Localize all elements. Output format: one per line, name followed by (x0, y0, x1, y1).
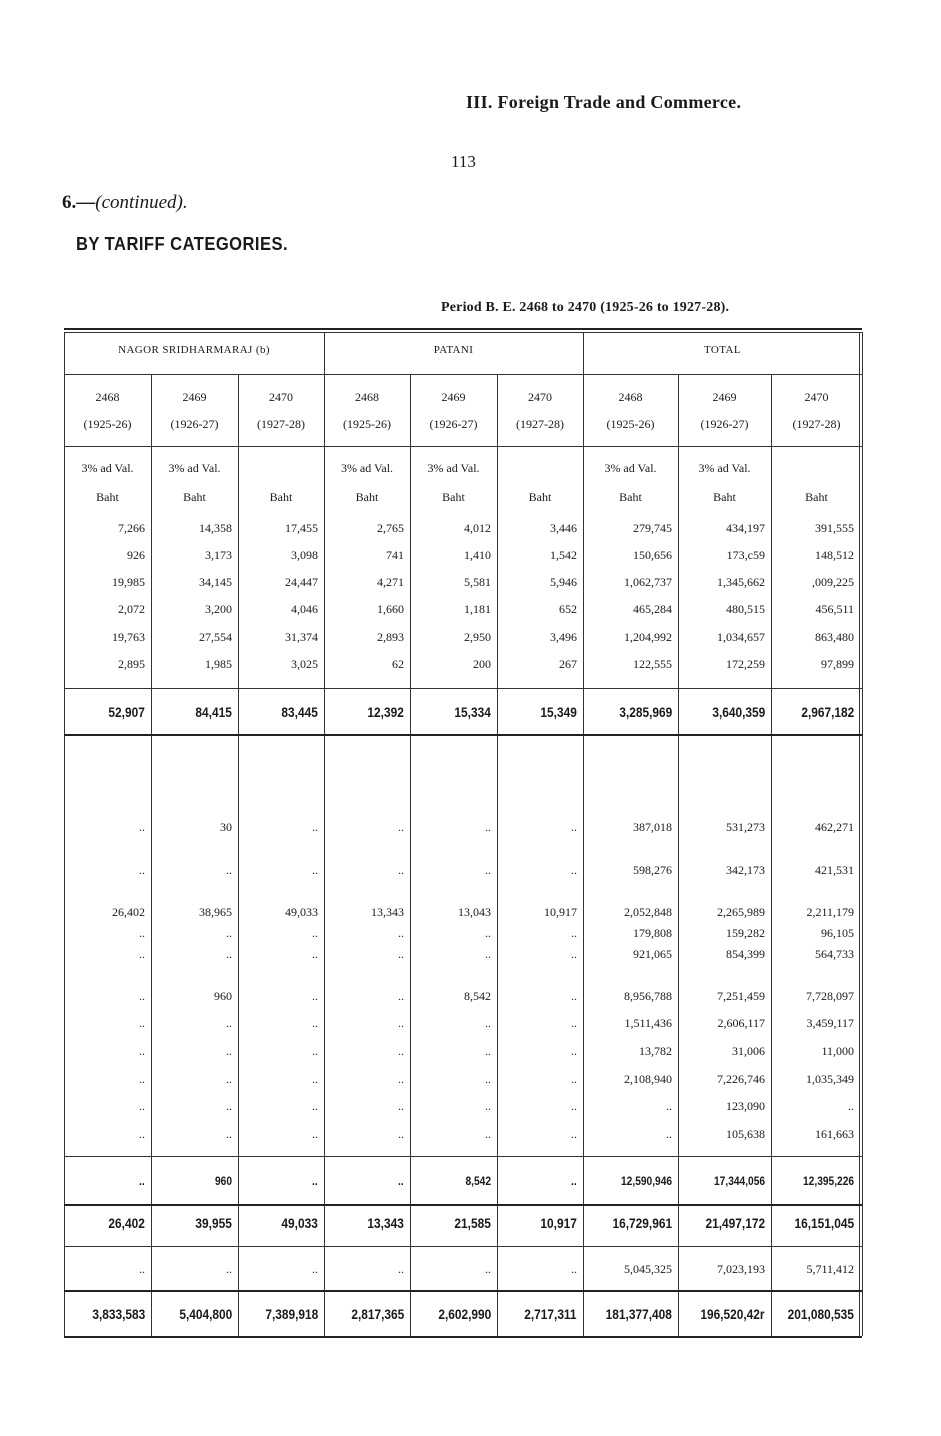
table-cell: 1,181 (464, 602, 491, 616)
table-cell: 1,511,436 (624, 1016, 672, 1030)
table-cell: ,009,225 (812, 575, 854, 589)
column-rule (497, 374, 498, 1336)
table-cell: .. (312, 989, 318, 1003)
grand-total-cell: 3,833,583 (92, 1306, 145, 1322)
table-cell: 3,459,117 (806, 1016, 854, 1030)
table-cell: 31,006 (732, 1044, 765, 1058)
column-rule (151, 374, 152, 1336)
table-cell: 1,660 (377, 602, 404, 616)
table-cell: 1,035,349 (806, 1072, 854, 1086)
table-cell: .. (571, 1099, 577, 1113)
table-cell: 854,399 (726, 947, 765, 961)
table-cell: .. (485, 947, 491, 961)
table-cell: .. (226, 926, 232, 940)
period-label: (1927-28) (257, 417, 305, 431)
column-rule (771, 374, 772, 1336)
table-rule (64, 446, 862, 447)
group-header: PATANI (433, 344, 474, 356)
table-cell: .. (571, 1072, 577, 1086)
total-cell: 26,402 (108, 1215, 145, 1231)
total-cell: 15,349 (540, 704, 577, 720)
table-cell: 7,728,097 (806, 989, 854, 1003)
year-label: 2468 (618, 390, 643, 404)
unit-label: Baht (269, 490, 293, 504)
subtotal-cell: 8,542 (465, 1174, 491, 1188)
table-cell: 279,745 (633, 521, 672, 535)
table-cell: .. (571, 989, 577, 1003)
total-cell: 39,955 (195, 1215, 232, 1231)
grand-total-cell: 5,404,800 (179, 1306, 232, 1322)
table-cell: .. (571, 1044, 577, 1058)
table-cell: 863,480 (815, 630, 854, 644)
table-cell: .. (848, 1099, 854, 1113)
table-cell: .. (226, 947, 232, 961)
table-rule (64, 1156, 862, 1157)
table-cell: 1,345,662 (717, 575, 765, 589)
table-cell: 1,985 (205, 657, 232, 671)
total-cell: 3,285,969 (619, 704, 672, 720)
table-cell: 34,145 (199, 575, 232, 589)
page-header: III. Foreign Trade and Commerce. (466, 92, 742, 112)
table-cell: .. (139, 1127, 145, 1141)
period-label: (1925-26) (83, 417, 132, 431)
table-cell: 1,204,992 (624, 630, 672, 644)
table-cell: 652 (559, 602, 577, 616)
table-cell: 7,023,193 (717, 1262, 765, 1276)
trade-table (64, 328, 862, 1338)
table-cell: .. (398, 1127, 404, 1141)
table-cell: .. (226, 1127, 232, 1141)
table-cell: 105,638 (726, 1127, 765, 1141)
table-cell: .. (139, 947, 145, 961)
table-cell: .. (139, 820, 145, 834)
table-cell: .. (571, 863, 577, 877)
year-label: 2468 (355, 390, 379, 404)
unit-label: Baht (528, 490, 552, 504)
table-cell: .. (226, 1072, 232, 1086)
table-rule (64, 1336, 862, 1338)
table-cell: .. (666, 1127, 672, 1141)
unit-label: Baht (442, 490, 465, 504)
table-cell: 598,276 (633, 863, 672, 877)
table-cell: .. (312, 1072, 318, 1086)
table-cell: 342,173 (726, 863, 765, 877)
table-cell: 3,200 (205, 602, 232, 616)
table-cell: .. (398, 926, 404, 940)
table-cell: 2,265,989 (717, 905, 765, 919)
table-cell: .. (312, 1262, 318, 1276)
year-label: 2469 (712, 390, 737, 404)
period-label: (1927-28) (516, 417, 564, 431)
table-cell: 17,455 (285, 521, 318, 535)
year-label: 2469 (182, 390, 207, 404)
table-cell: 2,895 (118, 657, 145, 671)
table-cell: 13,782 (639, 1044, 672, 1058)
table-rule (64, 688, 862, 689)
table-cell: .. (398, 820, 404, 834)
table-cell: .. (398, 1262, 404, 1276)
ad-valorem-label: 3% ad Val. (427, 461, 480, 475)
table-cell: .. (312, 926, 318, 940)
table-cell: .. (666, 1099, 672, 1113)
table-cell: 3,098 (291, 548, 318, 562)
table-cell: 62 (392, 657, 404, 671)
grand-total-cell: 2,817,365 (351, 1306, 404, 1322)
table-cell: 30 (220, 820, 232, 834)
page-number: 113 (451, 152, 476, 171)
table-cell: 13,043 (458, 905, 491, 919)
unit-label: Baht (96, 490, 119, 504)
table-cell: 2,950 (464, 630, 491, 644)
table-cell: .. (139, 1016, 145, 1030)
table-cell: 31,374 (285, 630, 318, 644)
table-cell: 1,542 (550, 548, 577, 562)
total-cell: 49,033 (281, 1215, 318, 1231)
table-cell: .. (139, 1072, 145, 1086)
table-cell: .. (312, 1099, 318, 1113)
unit-label: Baht (355, 490, 379, 504)
table-cell: .. (398, 1072, 404, 1086)
column-rule (862, 332, 863, 1336)
table-cell: 14,358 (199, 521, 232, 535)
table-cell: 7,251,459 (717, 989, 765, 1003)
table-cell: .. (139, 863, 145, 877)
table-cell: 97,899 (821, 657, 854, 671)
table-cell: 96,105 (821, 926, 854, 940)
table-cell: 13,343 (371, 905, 404, 919)
table-cell: 3,496 (550, 630, 577, 644)
table-cell: 456,511 (815, 602, 854, 616)
year-label: 2470 (528, 390, 552, 404)
table-cell: 2,893 (377, 630, 404, 644)
table-cell: 465,284 (633, 602, 672, 616)
table-cell: 3,025 (291, 657, 318, 671)
subtotal-cell: 12,590,946 (620, 1174, 672, 1188)
column-rule (583, 332, 584, 1336)
table-cell: .. (485, 863, 491, 877)
total-cell: 2,967,182 (801, 704, 854, 720)
table-cell: 49,033 (285, 905, 318, 919)
table-cell: 179,808 (633, 926, 672, 940)
table-cell: .. (312, 820, 318, 834)
period-label: (1925-26) (606, 417, 655, 431)
table-cell: .. (571, 820, 577, 834)
table-cell: 123,090 (726, 1099, 765, 1113)
table-cell: .. (485, 1127, 491, 1141)
table-cell: .. (571, 1016, 577, 1030)
table-cell: 4,012 (464, 521, 491, 535)
table-cell: .. (571, 926, 577, 940)
grand-total-cell: 196,520,42r (700, 1306, 765, 1322)
total-cell: 21,497,172 (705, 1215, 765, 1231)
table-cell: 10,917 (544, 905, 577, 919)
column-rule (238, 374, 239, 1336)
table-cell: .. (398, 863, 404, 877)
table-cell: .. (485, 1016, 491, 1030)
table-cell: .. (398, 989, 404, 1003)
table-cell: 2,765 (377, 521, 404, 535)
table-rule (64, 374, 862, 375)
table-cell: 7,226,746 (717, 1072, 765, 1086)
subtotal-cell: 12,395,226 (802, 1174, 854, 1188)
table-rule (64, 1204, 862, 1206)
total-cell: 16,729,961 (612, 1215, 672, 1231)
table-cell: 38,965 (199, 905, 232, 919)
table-cell: 960 (214, 989, 232, 1003)
table-cell: 27,554 (199, 630, 232, 644)
total-cell: 52,907 (108, 704, 145, 720)
table-cell: 391,555 (815, 521, 854, 535)
total-cell: 12,392 (367, 704, 404, 720)
table-cell: 387,018 (633, 820, 672, 834)
table-cell: 2,108,940 (624, 1072, 672, 1086)
table-cell: 926 (127, 548, 145, 562)
unit-label: Baht (713, 490, 736, 504)
total-cell: 10,917 (540, 1215, 577, 1231)
table-cell: 741 (386, 548, 404, 562)
table-cell: 19,763 (112, 630, 145, 644)
table-cell: 3,446 (550, 521, 577, 535)
table-cell: 1,410 (464, 548, 491, 562)
table-cell: .. (485, 1044, 491, 1058)
column-rule (859, 332, 860, 1336)
table-cell: .. (485, 1262, 491, 1276)
table-cell: .. (485, 1099, 491, 1113)
table-cell: .. (312, 1016, 318, 1030)
continued-label: (continued). (95, 192, 188, 213)
unit-label: Baht (183, 490, 206, 504)
table-cell: 2,052,848 (624, 905, 672, 919)
column-rule (64, 332, 65, 1336)
table-cell: 5,045,325 (624, 1262, 672, 1276)
column-rule (410, 374, 411, 1336)
table-cell: .. (312, 947, 318, 961)
total-cell: 13,343 (367, 1215, 404, 1231)
total-cell: 3,640,359 (712, 704, 765, 720)
table-cell: 148,512 (815, 548, 854, 562)
table-subtitle: BY TARIFF CATEGORIES. (76, 234, 289, 254)
table-cell: 24,447 (285, 575, 318, 589)
table-cell: .. (139, 1044, 145, 1058)
table-cell: .. (485, 1072, 491, 1086)
table-cell: .. (226, 1044, 232, 1058)
table-cell: .. (571, 947, 577, 961)
subtotal-cell: 17,344,056 (713, 1174, 765, 1188)
ad-valorem-label: 3% ad Val. (340, 461, 394, 475)
table-cell: 267 (559, 657, 577, 671)
period-label: (1926-27) (700, 417, 749, 431)
table-cell: 8,542 (464, 989, 491, 1003)
table-cell: 11,000 (821, 1044, 854, 1058)
table-number: 6.— (62, 192, 96, 213)
year-label: 2469 (441, 390, 466, 404)
table-cell: 421,531 (815, 863, 854, 877)
table-cell: 5,711,412 (806, 1262, 854, 1276)
grand-total-cell: 181,377,408 (605, 1306, 672, 1322)
table-cell: .. (485, 926, 491, 940)
unit-label: Baht (805, 490, 828, 504)
year-label: 2470 (269, 390, 293, 404)
group-header: NAGOR SRIDHARMARAJ (b) (118, 344, 270, 356)
column-rule (678, 374, 679, 1336)
table-cell: .. (398, 1099, 404, 1113)
table-cell: 531,273 (726, 820, 765, 834)
grand-total-cell: 7,389,918 (265, 1306, 318, 1322)
table-cell: 7,266 (118, 521, 145, 535)
table-cell: .. (312, 1127, 318, 1141)
table-cell: .. (398, 947, 404, 961)
table-cell: 921,065 (633, 947, 672, 961)
table-rule (64, 1246, 862, 1247)
group-header: TOTAL (704, 344, 741, 356)
table-cell: 26,402 (112, 905, 145, 919)
table-cell: .. (139, 1262, 145, 1276)
total-cell: 16,151,045 (794, 1215, 854, 1231)
table-cell: .. (226, 1099, 232, 1113)
table-cell: 434,197 (726, 521, 765, 535)
table-cell: 5,581 (464, 575, 491, 589)
period-label: (1925-26) (343, 417, 391, 431)
period-label: (1926-27) (429, 417, 478, 431)
table-cell: .. (226, 1016, 232, 1030)
period-label: (1926-27) (170, 417, 219, 431)
grand-total-cell: 201,080,535 (787, 1306, 854, 1322)
table-cell: .. (571, 1262, 577, 1276)
ad-valorem-label: 3% ad Val. (168, 461, 221, 475)
table-cell: .. (485, 820, 491, 834)
total-cell: 21,585 (454, 1215, 491, 1231)
table-cell: 200 (473, 657, 491, 671)
period-label: Period B. E. 2468 to 2470 (1925-26 to 1927-28). (441, 300, 730, 315)
table-cell: 4,046 (291, 602, 318, 616)
total-cell: 84,415 (195, 704, 232, 720)
table-rule (64, 734, 862, 736)
subtotal-cell: .. (398, 1174, 404, 1188)
table-cell: 8,956,788 (624, 989, 672, 1003)
ad-valorem-label: 3% ad Val. (604, 461, 657, 475)
table-cell: 3,173 (205, 548, 232, 562)
table-cell: 480,515 (726, 602, 765, 616)
year-label: 2468 (95, 390, 120, 404)
table-cell: 161,663 (815, 1127, 854, 1141)
table-cell: 2,606,117 (717, 1016, 765, 1030)
table-cell: 173,c59 (726, 548, 765, 562)
table-cell: 150,656 (633, 548, 672, 562)
grand-total-cell: 2,717,311 (524, 1306, 577, 1322)
ad-valorem-label: 3% ad Val. (698, 461, 751, 475)
table-cell: .. (139, 926, 145, 940)
ad-valorem-label: 3% ad Val. (81, 461, 134, 475)
table-cell: 122,555 (633, 657, 672, 671)
table-rule (64, 332, 862, 333)
table-cell: 1,062,737 (624, 575, 672, 589)
table-cell: .. (571, 1127, 577, 1141)
table-cell: .. (139, 989, 145, 1003)
column-rule (324, 332, 325, 1336)
table-title (62, 192, 188, 214)
table-cell: 172,259 (726, 657, 765, 671)
unit-label: Baht (619, 490, 642, 504)
table-rule (64, 1290, 862, 1292)
subtotal-cell: 960 (214, 1174, 232, 1188)
table-cell: 2,211,179 (806, 905, 854, 919)
table-cell: .. (398, 1016, 404, 1030)
table-cell: .. (226, 863, 232, 877)
table-cell: 159,282 (726, 926, 765, 940)
table-cell: 4,271 (377, 575, 404, 589)
period-label: (1927-28) (792, 417, 841, 431)
total-cell: 15,334 (454, 704, 491, 720)
table-cell: .. (312, 863, 318, 877)
table-rule (64, 328, 862, 330)
year-label: 2470 (804, 390, 829, 404)
subtotal-cell: .. (571, 1174, 577, 1188)
table-cell: .. (312, 1044, 318, 1058)
table-cell: 5,946 (550, 575, 577, 589)
table-cell: 1,034,657 (717, 630, 765, 644)
table-cell: .. (226, 1262, 232, 1276)
table-cell: .. (398, 1044, 404, 1058)
subtotal-cell: .. (139, 1174, 145, 1188)
table-cell: 19,985 (112, 575, 145, 589)
grand-total-cell: 2,602,990 (438, 1306, 491, 1322)
subtotal-cell: .. (312, 1174, 318, 1188)
table-cell: 462,271 (815, 820, 854, 834)
table-cell: .. (139, 1099, 145, 1113)
table-cell: 564,733 (815, 947, 854, 961)
table-cell: 2,072 (118, 602, 145, 616)
total-cell: 83,445 (281, 704, 318, 720)
